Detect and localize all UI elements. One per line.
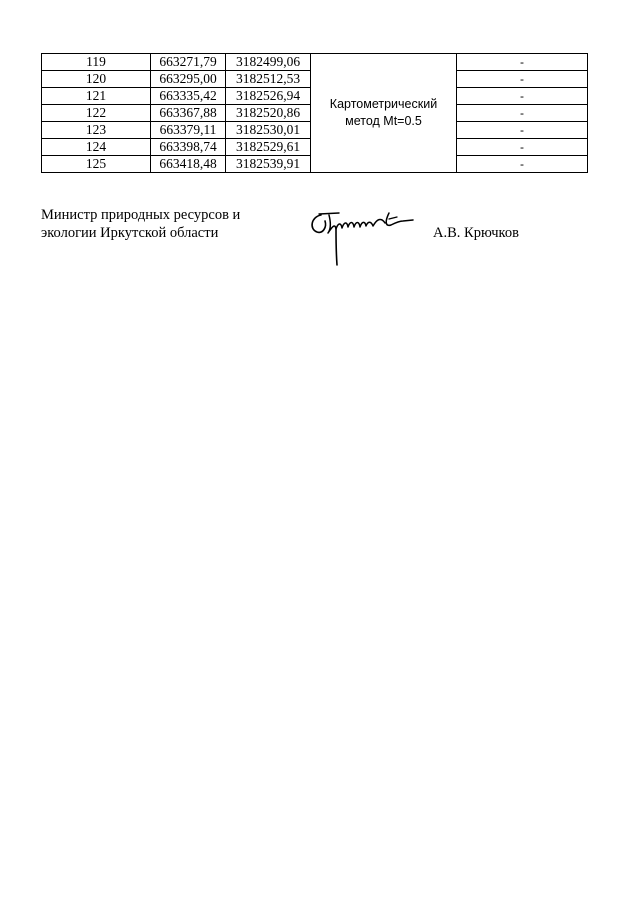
point-number: 123 bbox=[42, 122, 151, 139]
note-cell: - bbox=[457, 156, 588, 173]
point-number: 119 bbox=[42, 54, 151, 71]
method-line-1: Картометрический bbox=[329, 97, 438, 111]
position-line-2: экологии Иркутской области bbox=[41, 225, 219, 241]
coord-x: 663335,42 bbox=[151, 88, 226, 105]
point-number: 125 bbox=[42, 156, 151, 173]
coordinates-table bbox=[41, 53, 588, 173]
coord-y: 3182530,01 bbox=[226, 122, 311, 139]
position-line-1: Министр природных ресурсов и bbox=[41, 207, 241, 223]
coord-x: 663271,79 bbox=[151, 54, 226, 71]
note-cell: - bbox=[457, 54, 588, 71]
point-number: 121 bbox=[42, 88, 151, 105]
coord-y: 3182499,06 bbox=[226, 54, 311, 71]
method-line-2: метод Mt=0.5 bbox=[345, 114, 422, 128]
method-cell bbox=[311, 54, 457, 173]
coord-y: 3182512,53 bbox=[226, 71, 311, 88]
signatory-position bbox=[41, 206, 240, 242]
note-cell: - bbox=[457, 122, 588, 139]
coord-x: 663398,74 bbox=[151, 139, 226, 156]
coord-y: 3182539,91 bbox=[226, 156, 311, 173]
point-number: 120 bbox=[42, 71, 151, 88]
table-row bbox=[42, 54, 588, 71]
coord-y: 3182526,94 bbox=[226, 88, 311, 105]
note-cell: - bbox=[457, 71, 588, 88]
handwritten-signature-icon bbox=[305, 205, 415, 267]
signer-name: А.В. Крючков bbox=[433, 225, 519, 241]
coord-x: 663418,48 bbox=[151, 156, 226, 173]
note-cell: - bbox=[457, 105, 588, 122]
coord-y: 3182529,61 bbox=[226, 139, 311, 156]
coord-y: 3182520,86 bbox=[226, 105, 311, 122]
note-cell: - bbox=[457, 88, 588, 105]
point-number: 122 bbox=[42, 105, 151, 122]
coord-x: 663295,00 bbox=[151, 71, 226, 88]
coord-x: 663367,88 bbox=[151, 105, 226, 122]
note-cell: - bbox=[457, 139, 588, 156]
point-number: 124 bbox=[42, 139, 151, 156]
coord-x: 663379,11 bbox=[151, 122, 226, 139]
